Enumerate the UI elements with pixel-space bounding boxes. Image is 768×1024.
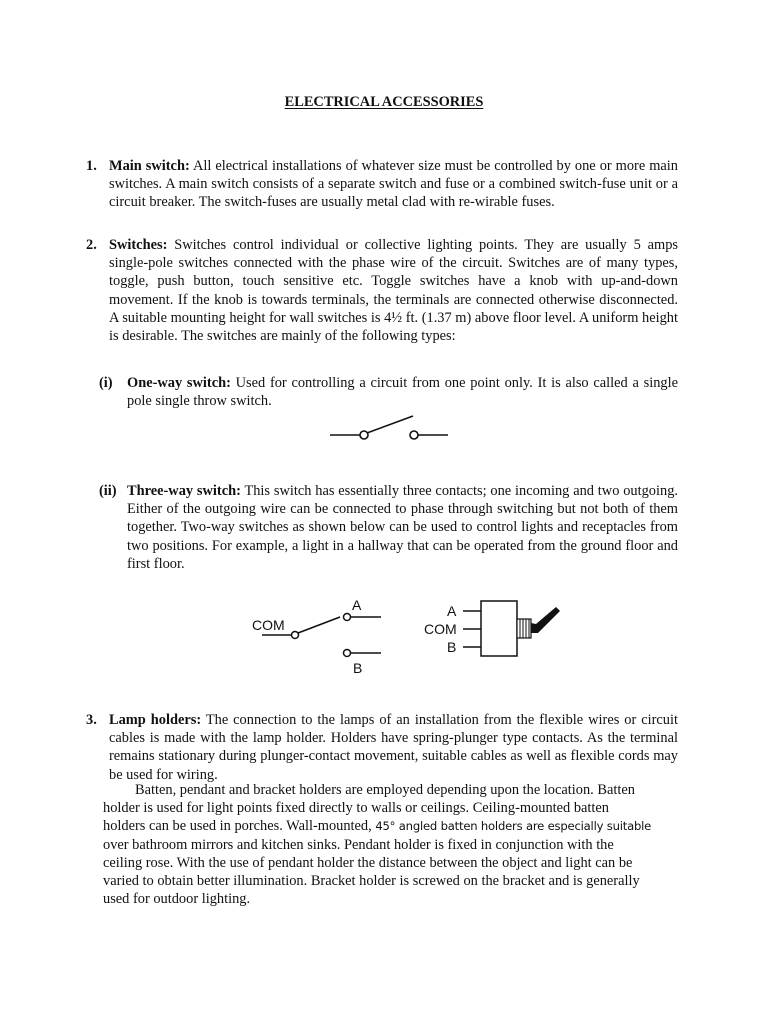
section-paragraph xyxy=(109,711,678,784)
label-a: A xyxy=(352,597,362,613)
section-number: 2. xyxy=(86,237,97,253)
section-heading: Main switch: xyxy=(109,158,190,174)
subsection-body: Used for controlling a circuit from one point only. It is also called a single pole single throw switch. xyxy=(127,375,678,410)
contact-b xyxy=(344,650,351,657)
subsection-body: This switch has essentially three contacts; one incoming and two outgoing. Either of the outgoing wire can be connected to phase through switching but not both of them together. Two-way switches as shown below can be used to control lights and receptacles from two positions. For example, a light in a hallway that can be operated from the ground floor and first floor. xyxy=(127,483,678,572)
toggle-label-com: COM xyxy=(424,621,457,637)
page-title-text: ELECTRICAL ACCESSORIES xyxy=(284,94,484,110)
section-body: The connection to the lamps of an installation from the flexible wires or circuit cables is made with the lamp holder. Holders have spring-plunger type contacts. As the terminal remains stationary during plunger-contact movement, suitable cables as well as flexible cords may be used for wiring. xyxy=(109,712,678,783)
section-number: 1. xyxy=(86,158,97,174)
subsection-heading: Three-way switch: xyxy=(127,483,241,499)
section-body: Switches control individual or collective lighting points. They are usually 5 amps single-pole switches connected with the phase wire of the circuit. Switches are of many types, toggle, push button, touch sensitive etc. Toggle switches have a knob with up-and-down movement. If the knob is towards terminals, the terminals are connected otherwise disconnected. A suitable mounting height for wall switches is 4½ ft. (1.37 m) above floor level. A uniform height is desirable. The switches are mainly of the following types: xyxy=(109,237,678,345)
label-com: COM xyxy=(252,617,285,633)
contact-a xyxy=(344,614,351,621)
switch-blade xyxy=(298,617,340,633)
section-heading: Switches: xyxy=(109,237,168,253)
subsection-number: (i) xyxy=(99,375,113,391)
subsection-number: (ii) xyxy=(99,483,117,499)
paragraph-line: used for outdoor lighting. xyxy=(103,891,251,908)
paragraph-line: holders can be used in porches. Wall-mounted, 45° angled batten holders are especially suitable xyxy=(103,818,652,835)
section-body: All electrical installations of whatever size must be controlled by one or more main switches. A main switch consists of a separate switch and fuse or a combined switch-fuse unit or a circuit breaker. The switch-fuses are usually metal clad with re-wirable fuses. xyxy=(109,158,679,211)
subsection-heading: One-way switch: xyxy=(127,375,231,391)
contact-com xyxy=(292,632,299,639)
section-number: 3. xyxy=(86,712,97,728)
lamp-holder-paragraph xyxy=(103,781,679,908)
toggle-body xyxy=(481,601,517,656)
paragraph-line: holder is used for light points fixed directly to walls or ceilings. Ceiling-mounted batten xyxy=(103,800,609,817)
toggle-label-b: B xyxy=(447,639,457,655)
paragraph-line: varied to obtain better illumination. Bracket holder is screwed on the bracket and is generally xyxy=(103,873,640,890)
paragraph-line: ceiling rose. With the use of pendant holder the distance between the object and light can be xyxy=(103,854,633,871)
section-heading: Lamp holders: xyxy=(109,712,202,728)
label-b: B xyxy=(353,660,363,676)
paragraph-line: over bathroom mirrors and kitchen sinks. Pendant holder is fixed in conjunction with the xyxy=(103,836,614,853)
paragraph-line: Batten, pendant and bracket holders are employed depending upon the location. Batten xyxy=(135,782,635,798)
toggle-label-a: A xyxy=(447,603,457,619)
toggle-lever xyxy=(531,607,560,633)
